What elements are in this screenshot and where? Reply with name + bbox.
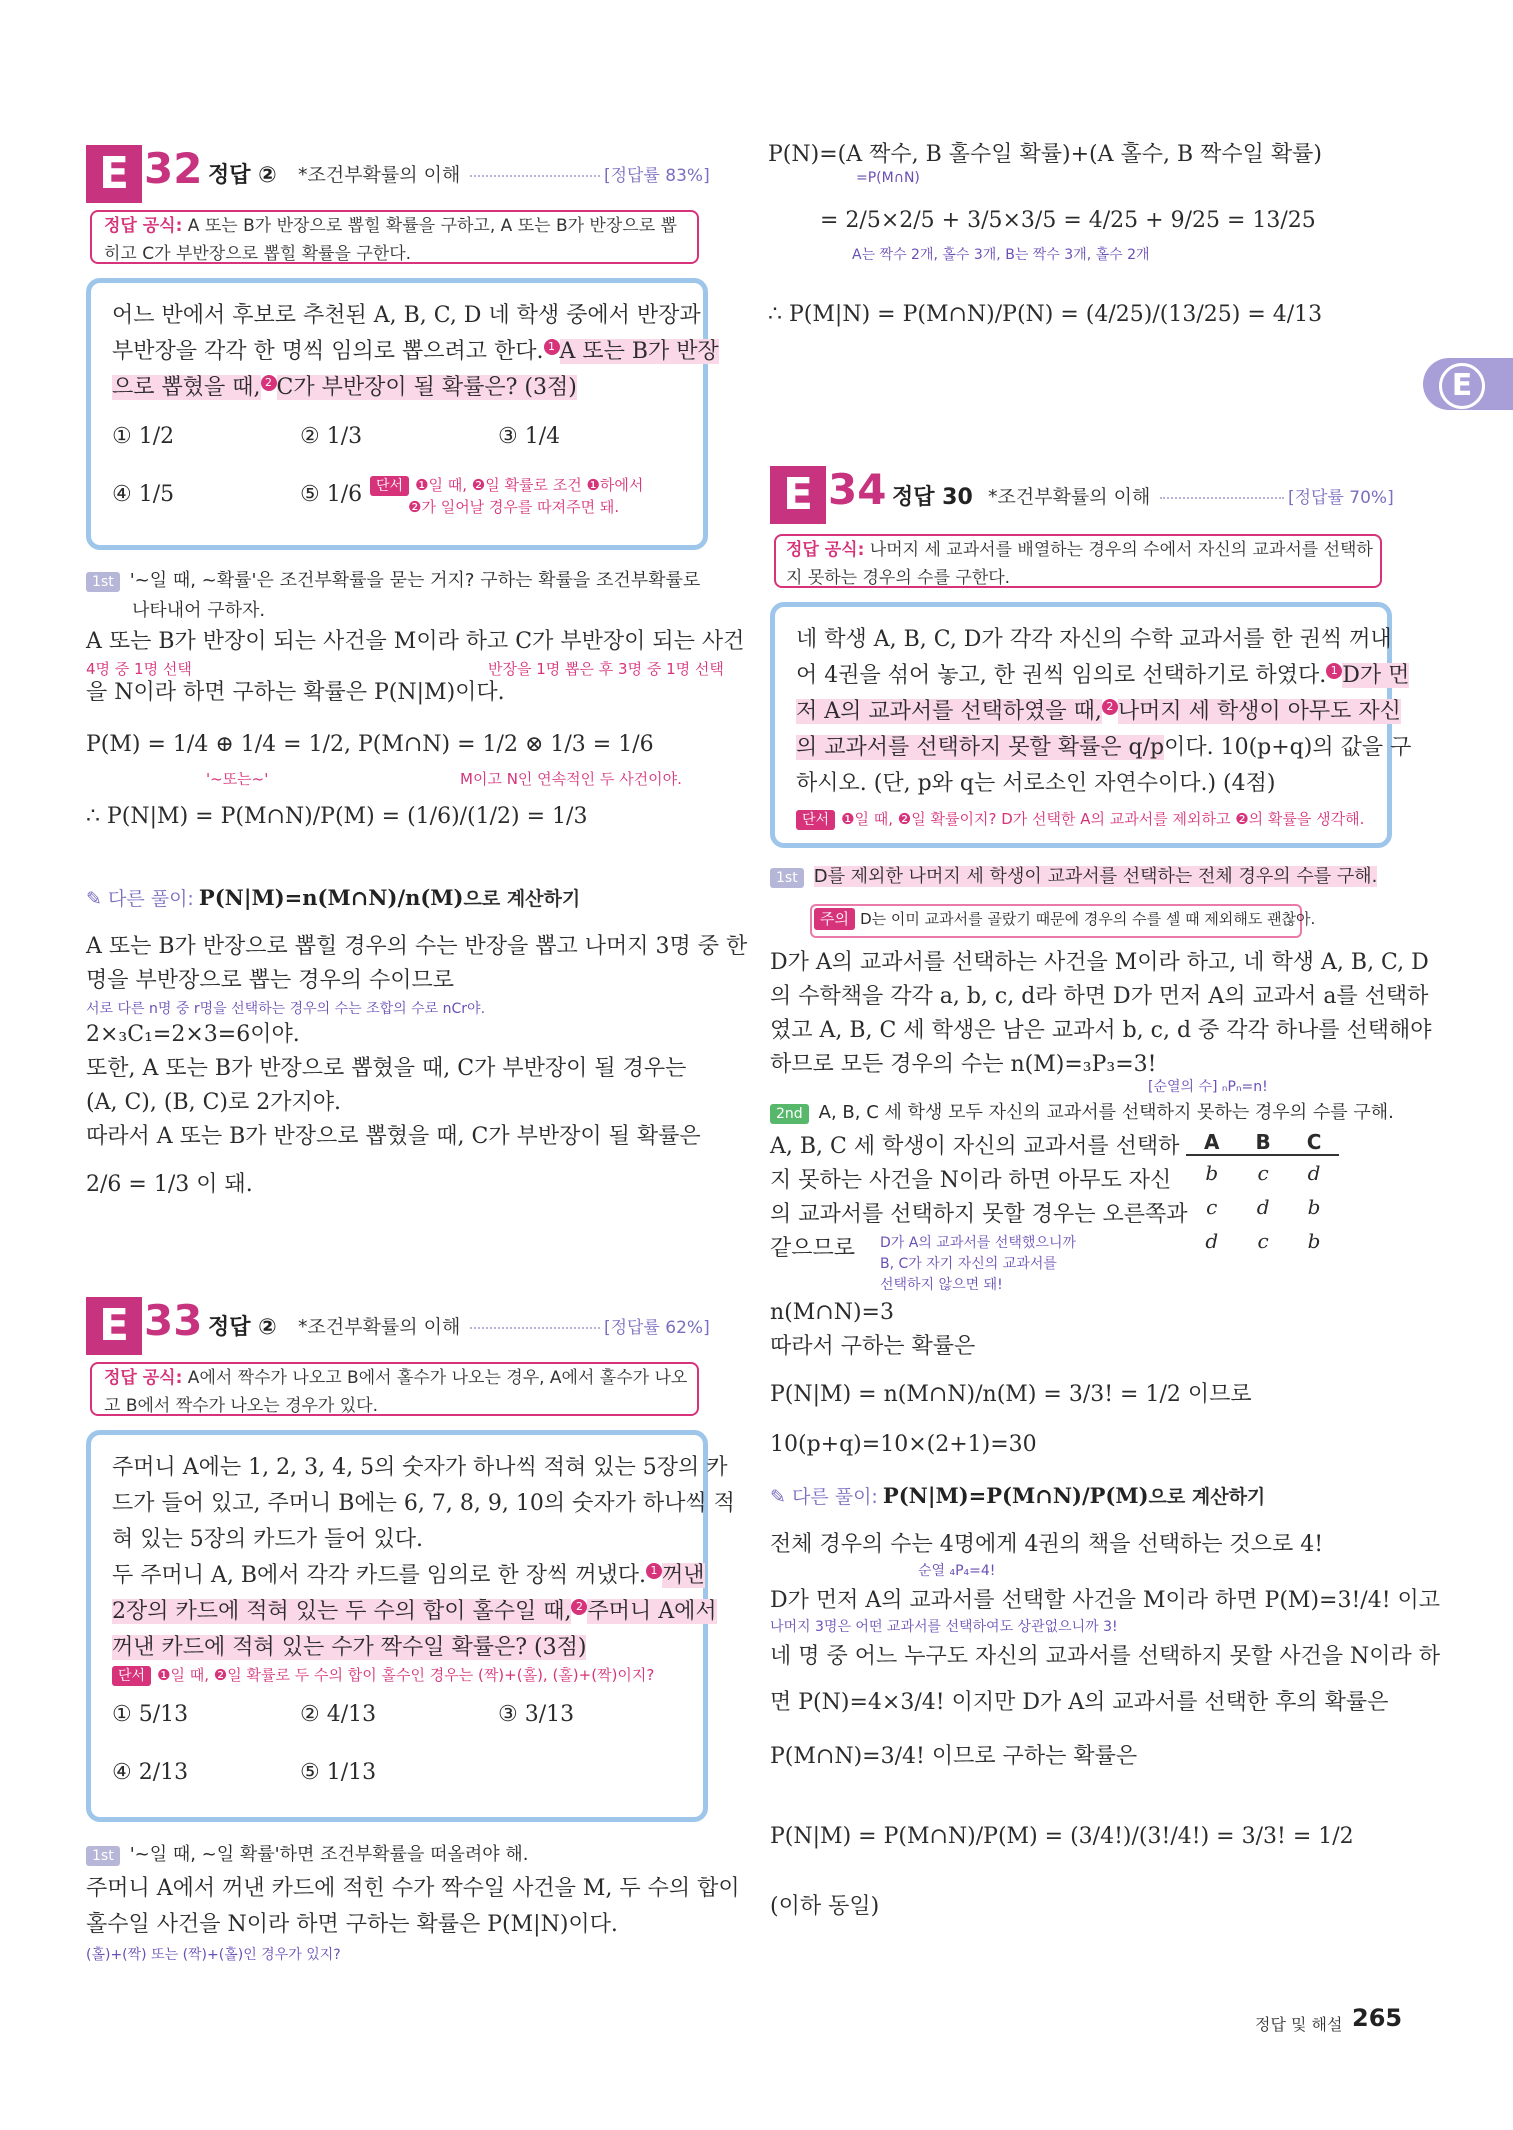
highlight-condition-2: 나머지 세 학생이 아무도 자신 — [1117, 699, 1401, 724]
formula-line2: 히고 C가 부반장으로 뽑힐 확률을 구한다. — [104, 244, 412, 264]
choice-4: ④ 2/13 — [112, 1760, 189, 1785]
solution-line: P(N)=(A 짝수, B 홀수일 확률)+(A 홀수, B 짝수일 확률) — [768, 142, 1322, 167]
table-head-cell: A — [1186, 1130, 1237, 1155]
formula-text — [786, 536, 1373, 592]
table-row — [1186, 1190, 1339, 1224]
side-note — [880, 1232, 1076, 1295]
question-line: 네 학생 A, B, C, D가 각각 자신의 수학 교과서를 한 권씩 꺼내 — [796, 627, 1392, 652]
accuracy-rate: [정답률 70%] — [1288, 488, 1394, 508]
table-cell: d — [1307, 1161, 1321, 1185]
table-row — [1186, 1224, 1339, 1258]
alt-formula: P(N|M)=P(M∩N)/P(M) — [882, 1483, 1149, 1508]
side-note: A는 짝수 2개, 홀수 3개, B는 짝수 3개, 홀수 2개 — [852, 247, 1150, 263]
table-header — [1186, 1130, 1339, 1155]
solution-line: A, B, C 세 학생이 자신의 교과서를 선택하 — [770, 1134, 1180, 1159]
solution-line: 따라서 구하는 확률은 — [770, 1334, 976, 1359]
hint-tag: 단서 — [112, 1666, 151, 1686]
question-line: 하시오. (단, p와 q는 서로소인 자연수이다.) (4점) — [796, 771, 1276, 796]
choice-2-correct: ② 1/3 — [300, 424, 363, 449]
equation: P(N|M) = n(M∩N)/n(M) = 3/3! = 1/2 이므로 — [770, 1382, 1252, 1407]
solution-line: (이하 동일) — [770, 1894, 880, 1919]
choice-5: ⑤ 1/13 — [300, 1760, 377, 1785]
equation: 10(p+q)=10×(2+1)=30 — [770, 1432, 1037, 1457]
table-cell: b — [1205, 1161, 1219, 1185]
step-tag: 2nd — [770, 1104, 809, 1124]
highlight-condition-2b: 의 교과서를 선택하지 못할 확률은 q/p — [796, 735, 1165, 760]
step-text: 나타내어 구하자. — [132, 600, 266, 621]
table-cell: d — [1256, 1195, 1270, 1219]
solution-line: 2×₃C₁=2×3=6이야. — [86, 1022, 300, 1047]
solution-line: 같으므로 — [770, 1236, 856, 1261]
problem-number: 32 — [144, 144, 203, 193]
alt-label: 다른 풀이: — [107, 888, 194, 910]
alt-suffix: 으로 계산하기 — [463, 888, 581, 910]
choice-4: ④ 1/5 — [112, 482, 175, 507]
alt-solution-header — [86, 884, 580, 911]
step-2 — [770, 1098, 1394, 1128]
step-1 — [770, 862, 1377, 892]
alt-formula: P(N|M)=n(M∩N)/n(M) — [198, 885, 464, 910]
step-text: '~일 때, ~일 확률'하면 조건부확률을 떠올려야 해. — [129, 1844, 529, 1865]
solution-line: 하므로 모든 경우의 수는 n(M)=₃P₃=3! — [770, 1052, 1157, 1077]
side-note: '~또는~' — [206, 770, 269, 788]
marker-2-icon: 2 — [571, 1599, 587, 1615]
section-tab — [1423, 358, 1513, 410]
question-line: 두 주머니 A, B에서 각각 카드를 임의로 한 장씩 꺼냈다. — [112, 1563, 647, 1588]
hint-note — [370, 474, 643, 518]
solution-line: 지 못하는 사건을 N이라 하면 아무도 자신 — [770, 1168, 1172, 1193]
highlight-condition-1b: 2장의 카드에 적혀 있는 두 수의 합이 홀수일 때, — [112, 1599, 572, 1624]
page-number: 265 — [1352, 2004, 1403, 2032]
question-line: 이다. 10(p+q)의 값을 구 — [1164, 735, 1412, 760]
problem-number: 33 — [144, 1296, 203, 1345]
side-note: [순열의 수] ₙPₙ=n! — [1148, 1079, 1268, 1095]
question-line: 어 4권을 섞어 놓고, 한 권씩 임의로 선택하기로 하였다. — [796, 663, 1327, 688]
caution-note — [814, 908, 1315, 930]
highlight-condition-1b: 저 A의 교과서를 선택하였을 때, — [796, 699, 1102, 724]
formula-line1: A 또는 B가 반장으로 뽑힐 확률을 구하고, A 또는 B가 반장으로 뽑 — [182, 216, 677, 236]
derangement-table — [1186, 1130, 1339, 1258]
formula-label: 정답 공식: — [104, 216, 183, 236]
side-note: =P(M∩N) — [856, 170, 920, 186]
highlight-condition-2b: 꺼낸 카드에 적혀 있는 수가 짝수일 확률은? (3점) — [112, 1635, 587, 1660]
side-note: 4명 중 1명 선택 — [86, 660, 192, 678]
section-tab-letter: E — [1439, 363, 1485, 409]
problem-letter-badge: E — [86, 1297, 142, 1355]
side-note: 나머지 3명은 어떤 교과서를 선택하여도 상관없으니까 3! — [770, 1619, 1118, 1635]
choice-3: ③ 3/13 — [498, 1702, 575, 1727]
marker-2-icon: 2 — [261, 375, 277, 391]
question-line: 혀 있는 5장의 카드가 들어 있다. — [112, 1527, 423, 1552]
leader-dots — [1160, 497, 1284, 499]
caution-text: D는 이미 교과서를 골랐기 때문에 경우의 수를 셀 때 제외해도 괜찮아. — [860, 910, 1316, 928]
table-row — [1186, 1155, 1339, 1190]
step-tag: 1st — [770, 868, 804, 888]
solution-line: P(M∩N)=3/4! 이므로 구하는 확률은 — [770, 1744, 1138, 1769]
solution-line: 의 수학책을 각각 a, b, c, d라 하면 D가 먼저 A의 교과서 a를 선택하 — [770, 984, 1429, 1009]
formula-line1: A에서 짝수가 나오고 B에서 홀수가 나오는 경우, A에서 홀수가 나오 — [182, 1368, 688, 1388]
side-note: M이고 N인 연속적인 두 사건이야. — [460, 770, 682, 788]
formula-line2: 고 B에서 짝수가 나오는 경우가 있다. — [104, 1396, 378, 1416]
table-cell: b — [1307, 1229, 1321, 1253]
hint-note — [796, 808, 1364, 830]
alt-suffix: 으로 계산하기 — [1148, 1486, 1266, 1508]
side-note: 순열 ₄P₄=4! — [918, 1563, 996, 1579]
hint-tag: 단서 — [370, 476, 409, 496]
choice-1: ① 5/13 — [112, 1702, 189, 1727]
alt-icon: ✎ — [770, 1486, 792, 1508]
note-line: 선택하지 않으면 돼! — [880, 1277, 1003, 1293]
problem-letter-badge: E — [86, 145, 142, 203]
marker-1-icon: 1 — [646, 1563, 662, 1579]
hint-line: ❶일 때, ❷일 확률로 조건 ❶하에서 — [415, 476, 644, 494]
choice-1: ① 1/2 — [112, 424, 175, 449]
equation: ∴ P(M|N) = P(M∩N)/P(N) = (4/25)/(13/25) = 4/13 — [768, 302, 1323, 327]
highlight-condition-2: 주머니 A에서 — [587, 1599, 717, 1624]
table-head-cell: C — [1289, 1130, 1340, 1155]
solution-line: 였고 A, B, C 세 학생은 남은 교과서 b, c, d 중 각각 하나를 선택해야 — [770, 1018, 1432, 1043]
problem-number: 34 — [828, 465, 887, 514]
leader-dots — [470, 1327, 600, 1329]
solution-line: A 또는 B가 반장으로 뽑힐 경우의 수는 반장을 뽑고 나머지 3명 중 한 — [86, 934, 748, 959]
marker-1-icon: 1 — [1326, 663, 1342, 679]
solution-line: D가 먼저 A의 교과서를 선택할 사건을 M이라 하면 P(M)=3!/4! 이고 — [770, 1588, 1441, 1613]
side-note: 반장을 1명 뽑은 후 3명 중 1명 선택 — [488, 660, 724, 678]
solution-line: 2/6 = 1/3 이 돼. — [86, 1172, 253, 1197]
hint-line: ❷가 일어날 경우를 따져주면 돼. — [408, 498, 620, 516]
step-text: A, B, C 세 학생 모두 자신의 교과서를 선택하지 못하는 경우의 수를 구해. — [818, 1102, 1394, 1123]
equation: P(N|M) = P(M∩N)/P(M) = (3/4!)/(3!/4!) = 3/3! = 1/2 — [770, 1824, 1354, 1849]
alt-icon: ✎ — [86, 888, 108, 910]
solution-line: 의 교과서를 선택하지 못할 경우는 오른쪽과 — [770, 1202, 1188, 1227]
question-text — [112, 1450, 735, 1666]
formula-line2: 지 못하는 경우의 수를 구한다. — [786, 568, 1011, 588]
table-cell: c — [1257, 1161, 1269, 1185]
alt-solution-header — [770, 1482, 1265, 1509]
answer-label: 정답 ② — [208, 163, 277, 188]
equation: = 2/5×2/5 + 3/5×3/5 = 4/25 + 9/25 = 13/25 — [820, 208, 1316, 233]
highlight-condition-1: 꺼낸 — [662, 1563, 705, 1588]
step-tag: 1st — [86, 1846, 120, 1866]
formula-text — [104, 1364, 687, 1420]
choice-5: ⑤ 1/6 — [300, 482, 363, 507]
answer-label: 정답 ② — [208, 1315, 277, 1340]
highlight-condition-1b: 으로 뽑혔을 때, — [112, 375, 261, 400]
note-line: D가 A의 교과서를 선택했으니까 — [880, 1235, 1076, 1251]
marker-2-icon: 2 — [1102, 699, 1118, 715]
hint-note — [112, 1664, 654, 1686]
solution-line: D가 A의 교과서를 선택하는 사건을 M이라 하고, 네 학생 A, B, C, D — [770, 950, 1429, 975]
formula-label: 정답 공식: — [786, 540, 865, 560]
step-text: '~일 때, ~확률'은 조건부확률을 묻는 거지? 구하는 확률을 조건부확률로 — [129, 570, 701, 591]
question-line: 드가 들어 있고, 주머니 B에는 6, 7, 8, 9, 10의 숫자가 하나씩 적 — [112, 1491, 735, 1516]
footer-label: 정답 및 해설 — [1255, 2015, 1343, 2034]
hint-line: ❶일 때, ❷일 확률이지? D가 선택한 A의 교과서를 제외하고 ❷의 확률을 생각해. — [841, 810, 1365, 828]
question-text — [112, 298, 719, 406]
problem-letter-badge: E — [770, 466, 826, 524]
equation: ∴ P(N|M) = P(M∩N)/P(M) = (1/6)/(1/2) = 1/3 — [86, 804, 588, 829]
solution-line: 주머니 A에서 꺼낸 카드에 적힌 수가 짝수일 사건을 M, 두 수의 합이 — [86, 1876, 740, 1901]
solution-line: 면 P(N)=4×3/4! 이지만 D가 A의 교과서를 선택한 후의 확률은 — [770, 1690, 1389, 1715]
table-cell: c — [1257, 1229, 1269, 1253]
highlight-condition-2: C가 부반장이 될 확률은? (3점) — [276, 375, 577, 400]
topic-label: *조건부확률의 이해 — [298, 1316, 461, 1338]
step-tag: 1st — [86, 572, 120, 592]
question-line: 부반장을 각각 한 명씩 임의로 뽑으려고 한다. — [112, 339, 544, 364]
table-cell: c — [1206, 1195, 1218, 1219]
table-head-cell: B — [1237, 1130, 1288, 1155]
side-note: 서로 다른 n명 중 r명을 선택하는 경우의 수는 조합의 수로 nCr야. — [86, 1001, 486, 1017]
highlight-condition-1: D가 먼 — [1342, 663, 1410, 688]
topic-label: *조건부확률의 이해 — [988, 486, 1151, 508]
equation: P(M) = 1/4 ⊕ 1/4 = 1/2, P(M∩N) = 1/2 ⊗ 1/3 = 1/6 — [86, 732, 654, 757]
step-text: D를 제외한 나머지 세 학생이 교과서를 선택하는 전체 경우의 수를 구해. — [813, 866, 1378, 887]
step-1 — [86, 566, 700, 626]
marker-1-icon: 1 — [544, 339, 560, 355]
caution-tag: 주의 — [814, 908, 855, 930]
question-text — [796, 622, 1411, 802]
solution-line: 네 명 중 어느 누구도 자신의 교과서를 선택하지 못할 사건을 N이라 하 — [770, 1644, 1440, 1669]
highlight-condition-1: A 또는 B가 반장 — [559, 339, 719, 364]
hint-tag: 단서 — [796, 810, 835, 830]
solution-line: 명을 부반장으로 뽑는 경우의 수이므로 — [86, 968, 455, 993]
alt-label: 다른 풀이: — [791, 1486, 878, 1508]
solution-line: 을 N이라 하면 구하는 확률은 P(N|M)이다. — [86, 680, 505, 705]
table-cell: d — [1205, 1229, 1219, 1253]
side-note: (홀)+(짝) 또는 (짝)+(홀)인 경우가 있지? — [86, 1947, 341, 1963]
solution-line: A 또는 B가 반장이 되는 사건을 M이라 하고 C가 부반장이 되는 사건 — [86, 629, 745, 654]
formula-line1: 나머지 세 교과서를 배열하는 경우의 수에서 자신의 교과서를 선택하 — [864, 540, 1373, 560]
solution-line: 홀수일 사건을 N이라 하면 구하는 확률은 P(M|N)이다. — [86, 1912, 618, 1937]
leader-dots — [470, 175, 600, 177]
accuracy-rate: [정답률 83%] — [604, 166, 710, 186]
hint-line: ❶일 때, ❷일 확률로 두 수의 합이 홀수인 경우는 (짝)+(홀), (홀)+(짝)이지? — [157, 1666, 655, 1684]
solution-line: (A, C), (B, C)로 2가지야. — [86, 1090, 342, 1115]
table-cell: b — [1307, 1195, 1321, 1219]
answer-label: 정답 30 — [892, 485, 973, 510]
formula-label: 정답 공식: — [104, 1368, 183, 1388]
choice-3: ③ 1/4 — [498, 424, 561, 449]
choice-2-correct: ② 4/13 — [300, 1702, 377, 1727]
accuracy-rate: [정답률 62%] — [604, 1318, 710, 1338]
solution-line: 또한, A 또는 B가 반장으로 뽑혔을 때, C가 부반장이 될 경우는 — [86, 1056, 687, 1081]
step-1 — [86, 1840, 529, 1870]
question-line: 어느 반에서 후보로 추천된 A, B, C, D 네 학생 중에서 반장과 — [112, 303, 701, 328]
question-line: 주머니 A에는 1, 2, 3, 4, 5의 숫자가 하나씩 적혀 있는 5장의 카 — [112, 1455, 728, 1480]
solution-line: n(M∩N)=3 — [770, 1300, 894, 1325]
solution-line: 전체 경우의 수는 4명에게 4권의 책을 선택하는 것으로 4! — [770, 1532, 1324, 1557]
topic-label: *조건부확률의 이해 — [298, 164, 461, 186]
note-line: B, C가 자기 자신의 교과서를 — [880, 1256, 1057, 1272]
solution-line: 따라서 A 또는 B가 반장으로 뽑혔을 때, C가 부반장이 될 확률은 — [86, 1124, 701, 1149]
formula-text — [104, 212, 677, 268]
